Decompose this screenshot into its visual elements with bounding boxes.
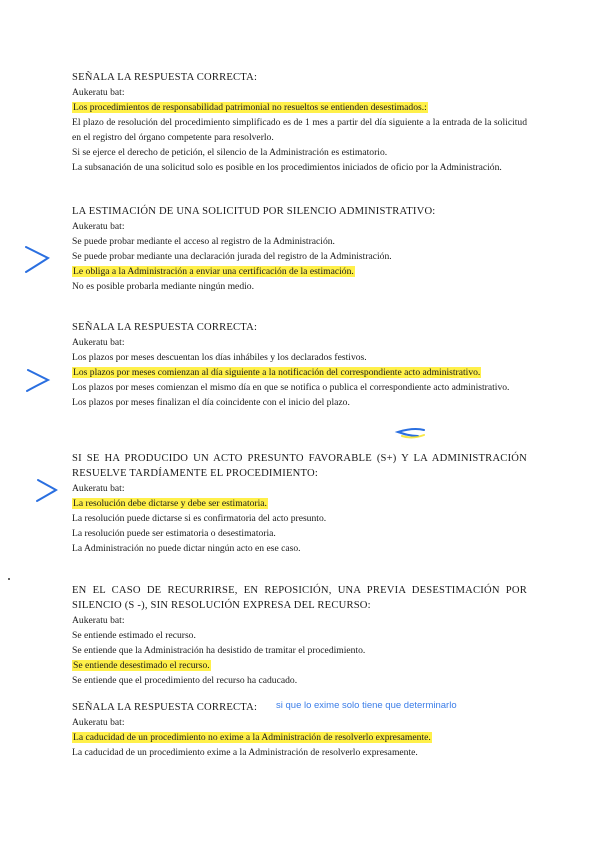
- question-title: SI SE HA PRODUCIDO UN ACTO PRESUNTO FAVORABLE (S+) Y LA ADMINISTRACIÓN RESUELVE TARDÍAMENTE EL PROCEDIMIENTO:: [72, 453, 527, 479]
- question-subtitle: Aukeratu bat:: [72, 221, 125, 232]
- option-4: No es posible probarla mediante ningún medio.: [72, 281, 254, 292]
- option-3: Se entiende desestimado el recurso.: [73, 660, 210, 671]
- option-4: La Administración no puede dictar ningún acto en ese caso.: [72, 543, 301, 554]
- option-3: Si se ejerce el derecho de petición, el silencio de la Administración es estimatorio.: [72, 147, 388, 158]
- handwritten-arrow-icon: [22, 243, 52, 275]
- question-2: [72, 204, 527, 294]
- question-title: EN EL CASO DE RECURRIRSE, EN REPOSICIÓN, UNA PREVIA DESESTIMACIÓN POR SILENCIO (S -), SIN RESOLUCIÓN EXPRESA DEL RECURSO:: [72, 585, 527, 611]
- option-3: Los plazos por meses comienzan el mismo día en que se notifica o publica el correspondiente acto administrativo.: [72, 382, 510, 393]
- option-4: La subsanación de una solicitud solo es posible en los procedimientos iniciados de oficio por la Administración.: [72, 162, 502, 173]
- question-4: [72, 451, 527, 556]
- option-1: Los plazos por meses descuentan los días inhábiles y los declarados festivos.: [72, 352, 367, 363]
- option-4: Se entiende que el procedimiento del recurso ha caducado.: [72, 675, 298, 686]
- question-title: SEÑALA LA RESPUESTA CORRECTA:: [72, 702, 258, 713]
- question-subtitle: Aukeratu bat:: [72, 717, 125, 728]
- question-5: [72, 583, 527, 688]
- question-subtitle: Aukeratu bat:: [72, 337, 125, 348]
- handwritten-note: si que lo exime solo tiene que determinarlo: [276, 700, 457, 711]
- option-1: La caducidad de un procedimiento no exime a la Administración de resolverlo expresamente.: [73, 732, 431, 743]
- option-1: Se puede probar mediante el acceso al registro de la Administración.: [72, 236, 335, 247]
- question-title: SEÑALA LA RESPUESTA CORRECTA:: [72, 72, 258, 83]
- handwritten-arrow-icon: [32, 476, 60, 504]
- option-2: La resolución puede dictarse si es confirmatoria del acto presunto.: [72, 513, 327, 524]
- question-1: [72, 70, 527, 175]
- option-2: El plazo de resolución del procedimiento simplificado es de 1 mes a partir del día siguiente a la entrada de la solicitud en el registro del órgano competente para resolverlo.: [72, 117, 527, 143]
- question-subtitle: Aukeratu bat:: [72, 615, 125, 626]
- question-3: [72, 320, 527, 410]
- option-2: La caducidad de un procedimiento exime a la Administración de resolverlo expresamente.: [72, 747, 418, 758]
- question-subtitle: Aukeratu bat:: [72, 87, 125, 98]
- question-title: LA ESTIMACIÓN DE UNA SOLICITUD POR SILENCIO ADMINISTRATIVO:: [72, 206, 436, 217]
- option-2: Se entiende que la Administración ha desistido de tramitar el procedimiento.: [72, 645, 366, 656]
- option-2: Se puede probar mediante una declaración jurada del registro de la Administración.: [72, 251, 392, 262]
- handwritten-arrow-left-icon: [394, 424, 428, 440]
- option-1: Los procedimientos de responsabilidad patrimonial no resueltos se entienden desestimados.:: [73, 102, 427, 113]
- stray-mark: [8, 578, 10, 580]
- option-3: Le obliga a la Administración a enviar una certificación de la estimación.: [73, 266, 354, 277]
- option-1: La resolución debe dictarse y debe ser estimatoria.: [73, 498, 267, 509]
- option-1: Se entiende estimado el recurso.: [72, 630, 196, 641]
- option-3: La resolución puede ser estimatoria o desestimatoria.: [72, 528, 276, 539]
- option-4: Los plazos por meses finalizan el día coincidente con el inicio del plazo.: [72, 397, 350, 408]
- option-2: Los plazos por meses comienzan al día siguiente a la notificación del correspondiente acto administrativo.: [73, 367, 481, 378]
- question-title: SEÑALA LA RESPUESTA CORRECTA:: [72, 322, 258, 333]
- handwritten-arrow-icon: [22, 366, 52, 394]
- question-subtitle: Aukeratu bat:: [72, 483, 125, 494]
